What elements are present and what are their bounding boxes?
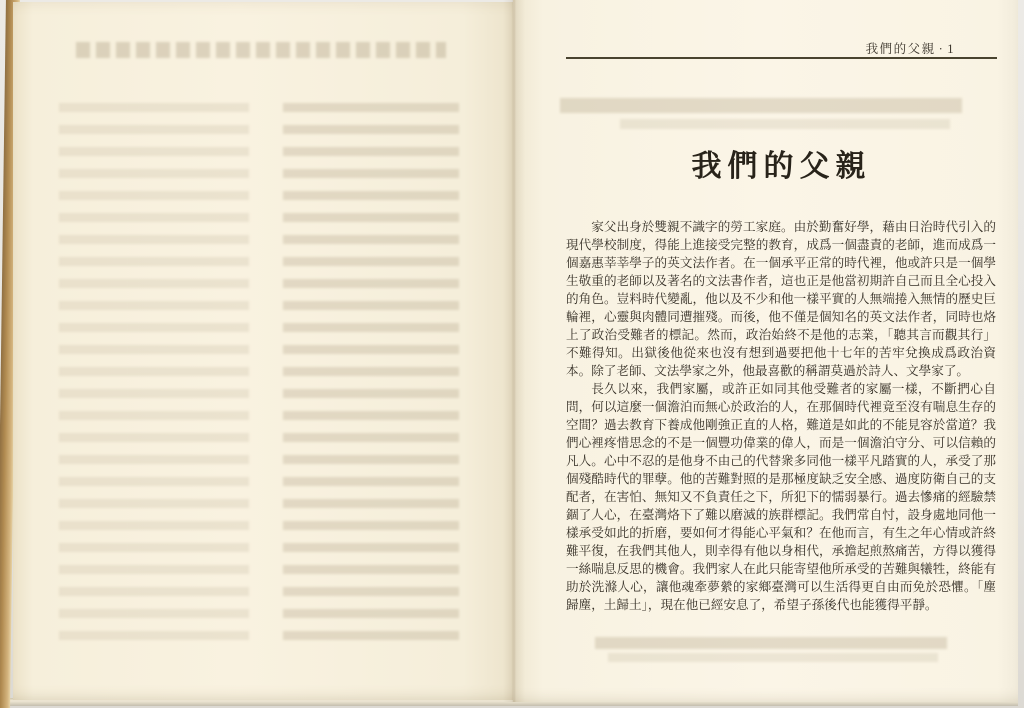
bleed-through-top-subrow [620, 119, 950, 129]
chapter-body [566, 218, 996, 614]
left-page [13, 2, 513, 700]
page-number: 1 [947, 42, 955, 56]
chapter-title: 我們的父親 [691, 150, 872, 183]
bleed-through-top-row [560, 98, 962, 113]
paragraph-2: 長久以來，我們家屬，或許正如同其他受難者的家屬一樣，不斷捫心自問，何以這麼一個澹泊而無心於政治的人，在那個時代裡竟至沒有喘息生存的空間？過去教育下養成他剛強正直的人格，難道是如此的不能見容於當道？我們心裡疼惜思念的不是一個豐功偉業的偉人，而是一個澹泊守分、可以信賴的凡人。心中不忍的是他身不由己的代替衆多同他一樣平凡踏實的人，承受了那個殘酷時代的罪孽。他的苦難對照的是那極度缺乏安全感、過度防衛自己的支配者，在害怕、無知又不負責任之下，所犯下的懦弱暴行。過去慘痛的經驗禁錮了人心，在臺灣烙下了難以磨滅的族群標記。我們常自忖，設身處地同他一樣承受如此的折磨，要如何才得能心平氣和？在他而言，有生之年心情或許終難平復，在我們其他人，則幸得有他以身相代，承擔起煎熬痛苦，方得以獲得一絲喘息反思的機會。我們家人在此只能寄望他所承受的苦難與犧牲，終能有助於洗滌人心，讓他魂牽夢縈的家鄉臺灣可以生活得更自由而免於恐懼。「塵歸塵，土歸土」，現在他已經安息了，希望子孫後代也能獲得平靜。 [566, 382, 996, 612]
bleed-through-right-column [283, 103, 459, 648]
paragraph-1: 家父出身於雙親不識字的勞工家庭。由於勤奮好學，藉由日治時代引入的現代學校制度，得能上進接受完整的教育，成爲一個盡責的老師，進而成爲一個嘉惠莘莘學子的英文法作者。在一個承平正常的時代裡，他或許只是一個學生敬重的老師以及著名的文法書作者，這也正是他當初期許自己而且全心投入的角色。豈料時代變亂，他以及不少和他一樣平實的人無端捲入無情的歷史巨輪裡，心靈與肉體同遭摧殘。而後，他不僅是個知名的英文法作者，同時也烙上了政治受難者的標記。然而，政治始終不是他的志業，「聽其言而觀其行」不難得知。出獄後他從來也沒有想到過要把他十七年的苦牢兌換成爲政治資本。除了老師、文法學家之外，他最喜歡的稱謂莫過於詩人、文學家了。 [566, 220, 996, 378]
book-gutter-shadow [503, 0, 525, 702]
bleed-through-left-column [59, 103, 249, 648]
bleed-through-bottom-row [595, 637, 947, 649]
running-header-rule [566, 57, 997, 59]
running-header-title: 我們的父親 [865, 42, 936, 56]
bleed-through-bottom-subrow [608, 653, 938, 662]
running-header [866, 39, 955, 57]
running-header-separator: · [938, 42, 945, 56]
bleed-through-headline [76, 42, 446, 58]
right-page [513, 0, 1018, 702]
